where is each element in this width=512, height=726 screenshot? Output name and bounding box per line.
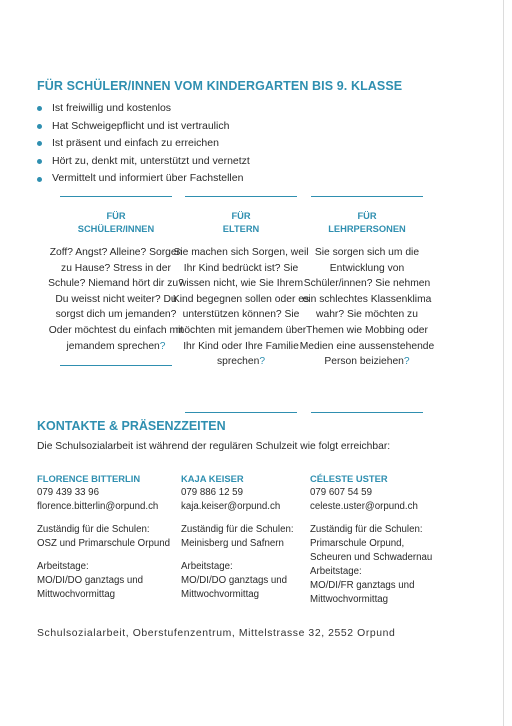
schools-line: Meinisberg und Safnern xyxy=(181,538,284,549)
column-heading: FÜR SCHÜLER/INNEN xyxy=(77,211,155,234)
contact-phone: 079 439 33 96 xyxy=(37,487,99,498)
bullet-icon xyxy=(37,159,42,164)
bullet-icon xyxy=(37,124,42,129)
days-line: MO/DI/DO ganztags und xyxy=(37,575,144,586)
days-line: MO/DI/FR ganztags und xyxy=(310,580,415,591)
bullet-icon xyxy=(37,177,42,182)
contact-name: KAJA KEISER xyxy=(181,473,244,484)
contact-card xyxy=(310,472,450,607)
contacts-intro: Die Schulsozialarbeit ist während der regulären Schulzeit wie folgt erreichbar: xyxy=(37,441,391,452)
contact-name: FLORENCE BITTERLIN xyxy=(37,473,141,484)
schools-line: Primarschule Orpund, xyxy=(310,538,405,549)
page-edge xyxy=(503,0,504,726)
divider xyxy=(60,365,172,366)
days-line: MO/DI/DO ganztags und xyxy=(181,575,288,586)
column-text: Sie machen sich Sorgen, weil Ihr Kind bedrückt ist? Sie wissen nicht, wie Sie Ihrem Kind begegnen sollen oder es unterstützen können? Sie möchten mit jemandem über Ihr Kind oder Ihre Familie sprechen? xyxy=(172,247,310,368)
schools-label: Zuständig für die Schulen: xyxy=(310,524,423,535)
days-label: Arbeitstage: xyxy=(37,561,89,572)
schools-label: Zuständig für die Schulen: xyxy=(181,524,294,535)
bullet-icon xyxy=(37,106,42,111)
contact-name: CÉLESTE USTER xyxy=(310,473,388,484)
schools-line: OSZ und Primarschule Orpund xyxy=(37,538,170,549)
column-text: Sie sorgen sich um die Entwicklung von Schüler/innen? Sie nehmen ein schlechtes Klassenklima wahr? Sie möchten zu Themen wie Mobbing oder Medien eine aussenstehende Person beiziehen? xyxy=(299,247,435,368)
contact-email[interactable]: kaja.keiser@orpund.ch xyxy=(181,501,281,512)
contact-email[interactable]: celeste.uster@orpund.ch xyxy=(310,501,418,512)
contact-email[interactable]: florence.bitterlin@orpund.ch xyxy=(37,501,159,512)
footer-address: Schulsozialarbeit, Oberstufenzentrum, Mittelstrasse 32, 2552 Orpund xyxy=(37,628,396,639)
column-students xyxy=(45,196,187,366)
list-item: Hört zu, denkt mit, unterstützt und vernetzt xyxy=(37,153,250,171)
divider xyxy=(60,196,172,197)
divider xyxy=(311,412,423,413)
list-item: Ist freiwillig und kostenlos xyxy=(37,100,250,118)
column-text: Zoff? Angst? Alleine? Sorgen zu Hause? Stress in der Schule? Niemand hört dir zu? Du weisst nicht weiter? Du sorgst dich um jemanden? Oder möchtest du einfach mit jemandem sprechen? xyxy=(48,247,184,352)
feature-list xyxy=(37,100,250,188)
days-label: Arbeitstage: xyxy=(181,561,233,572)
contact-card xyxy=(37,472,177,602)
days-line: Mittwochvormittag xyxy=(310,594,389,605)
schools-line: Scheuren und Schwadernau xyxy=(310,552,433,563)
schools-label: Zuständig für die Schulen: xyxy=(37,524,150,535)
section-title-contacts: KONTAKTE & PRÄSENZZEITEN xyxy=(37,419,226,433)
section-title-audience: FÜR SCHÜLER/INNEN VOM KINDERGARTEN BIS 9. KLASSE xyxy=(37,79,403,93)
divider xyxy=(185,196,297,197)
list-item: Vermittelt und informiert über Fachstellen xyxy=(37,170,250,188)
days-line: Mittwochvormittag xyxy=(181,589,260,600)
column-teachers xyxy=(296,196,438,413)
column-heading: FÜR ELTERN xyxy=(222,211,260,234)
list-item: Ist präsent und einfach zu erreichen xyxy=(37,135,250,153)
list-item: Hat Schweigepflicht und ist vertraulich xyxy=(37,118,250,136)
column-heading: FÜR LEHRPERSONEN xyxy=(328,211,406,234)
contact-phone: 079 886 12 59 xyxy=(181,487,243,498)
divider xyxy=(311,196,423,197)
column-parents xyxy=(170,196,312,413)
divider xyxy=(185,412,297,413)
contact-phone: 079 607 54 59 xyxy=(310,487,372,498)
bullet-icon xyxy=(37,141,42,146)
days-line: Mittwochvormittag xyxy=(37,589,116,600)
days-label: Arbeitstage: xyxy=(310,566,362,577)
contact-card xyxy=(181,472,321,602)
